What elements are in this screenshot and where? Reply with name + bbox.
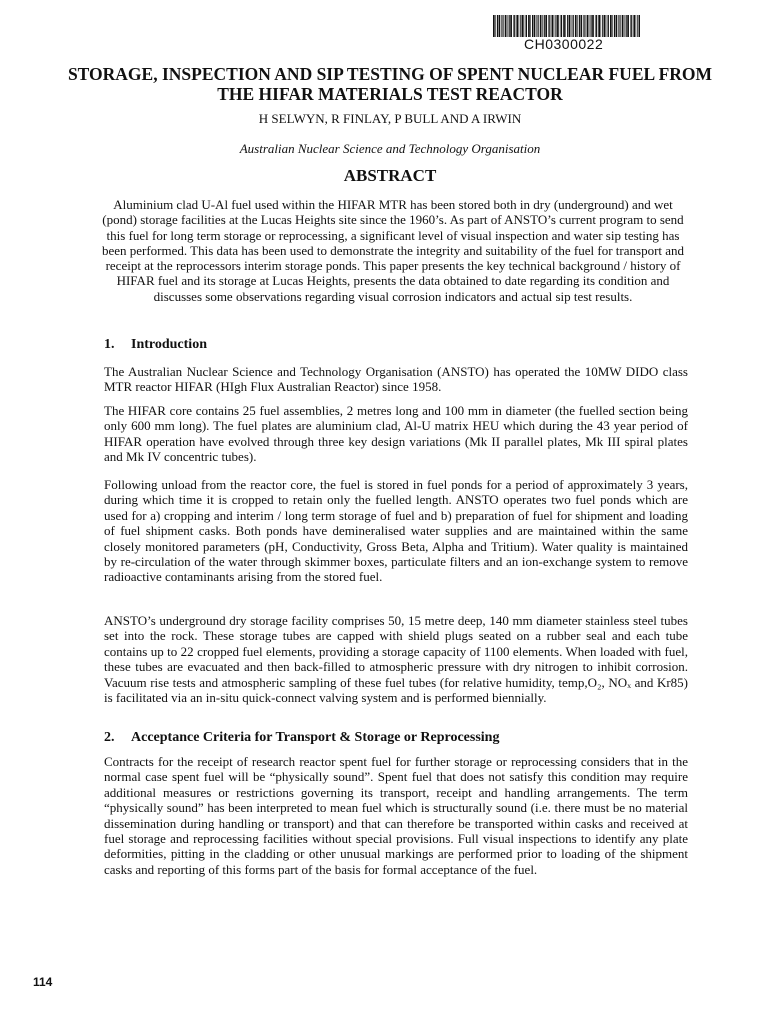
section-heading-acceptance-criteria <box>104 730 499 746</box>
intro-paragraph-1: The Australian Nuclear Science and Technology Organisation (ANSTO) has operated the 10MW DIDO class MTR reactor HIFAR (HIgh Flux Australian Reactor) since 1958. <box>104 364 688 395</box>
affiliation: Australian Nuclear Science and Technology Organisation <box>239 141 541 156</box>
paper-title: STORAGE, INSPECTION AND SIP TESTING OF SPENT NUCLEAR FUEL FROM THE HIFAR MATERIALS TEST REACTOR <box>67 64 713 104</box>
intro-paragraph-3: Following unload from the reactor core, the fuel is stored in fuel ponds for a period of approximately 3 years, during which time it is cropped to retain only the fuelled length. ANSTO operates two fuel ponds which are used for a) cropping and interim / long term storage of fuel and b) preparation of fuel for shipment and loading of fuel shipment casks. Both ponds have demineralised water supplies and are maintained within the same closely monitored parameters (pH, Conductivity, Gross Beta, Alpha and Tritium). Water quality is maintained by re-circulation of the water through skimmer boxes, particulate filters and an ion-exchange system to remove radioactive contaminants arising from the stored fuel. <box>104 477 688 585</box>
acceptance-paragraph-1: Contracts for the receipt of research reactor spent fuel for further storage or reprocessing considers that in the normal case spent fuel will be “physically sound”. Spent fuel that does not satisfy this condition may require additional measures or restrictions governing its transport, receipt and handling arrangements. The term “physically sound” has been interpreted to mean fuel which is structurally sound (i.e. there must be no material dissemination during handling or transport) and that can therefore be transported within casks and received at fuel storage and reprocessing facilities without special provisions. Full visual inspections to identify any plate deformities, pitting in the cladding or other unusual markings are performed prior to loading of the shipment casks and reporting of this forms part of the basis for formal acceptance of the fuel. <box>104 754 688 877</box>
abstract-text: Aluminium clad U-Al fuel used within the HIFAR MTR has been stored both in dry (underground) and wet (pond) storage facilities at the Lucas Heights site since the 1960’s. As part of ANSTO’s current program to send this fuel for long term storage or reprocessing, a significant level of visual inspection and water sip testing has been performed. This data has been used to demonstrate the integrity and suitability of the fuel for transport and receipt at the reprocessors interim storage ponds. This paper presents the key technical background / history of HIFAR fuel and its storage at Lucas Heights, presents the data obtained to date regarding its condition and discusses some observations regarding visual corrosion indicators and actual sip test results. <box>101 197 685 304</box>
section-number: 2. <box>104 730 115 745</box>
section-number: 1. <box>104 337 115 352</box>
intro-paragraph-4: ANSTO’s underground dry storage facility comprises 50, 15 metre deep, 140 mm diameter stainless steel tubes set into the rock. These storage tubes are capped with shield plugs seated on a rubber seal and each tube contains up to 22 cropped fuel elements, providing a storage capacity of 1100 elements. When loaded with fuel, these tubes are evacuated and then back-filled to atmospheric pressure with dry nitrogen to inhibit corrosion. Vacuum rise tests and atmospheric sampling of these fuel tubes (for relative humidity, temp,O₂, NOₓ and Kr85) is facilitated via an in-situ quick-connect valving system and is performed biennially. <box>104 613 688 706</box>
authors: H SELWYN, R FINLAY, P BULL AND A IRWIN <box>258 111 522 126</box>
section-title: Acceptance Criteria for Transport & Storage or Reprocessing <box>131 730 500 745</box>
barcode-image <box>493 15 640 37</box>
page-number: 114 <box>33 975 53 989</box>
section-heading-introduction <box>104 337 207 353</box>
abstract-heading: ABSTRACT <box>343 166 437 185</box>
report-id: CH0300022 <box>524 36 604 52</box>
intro-paragraph-2: The HIFAR core contains 25 fuel assemblies, 2 metres long and 100 mm in diameter (the fuelled section being only 600 mm long). The fuel plates are aluminium clad, Al-U matrix HEU which during the 43 year period of HIFAR operation have evolved through three key design variations (Mk II parallel plates, Mk III spiral plates and Mk IV concentric tubes). <box>104 403 688 465</box>
section-title: Introduction <box>131 337 207 352</box>
